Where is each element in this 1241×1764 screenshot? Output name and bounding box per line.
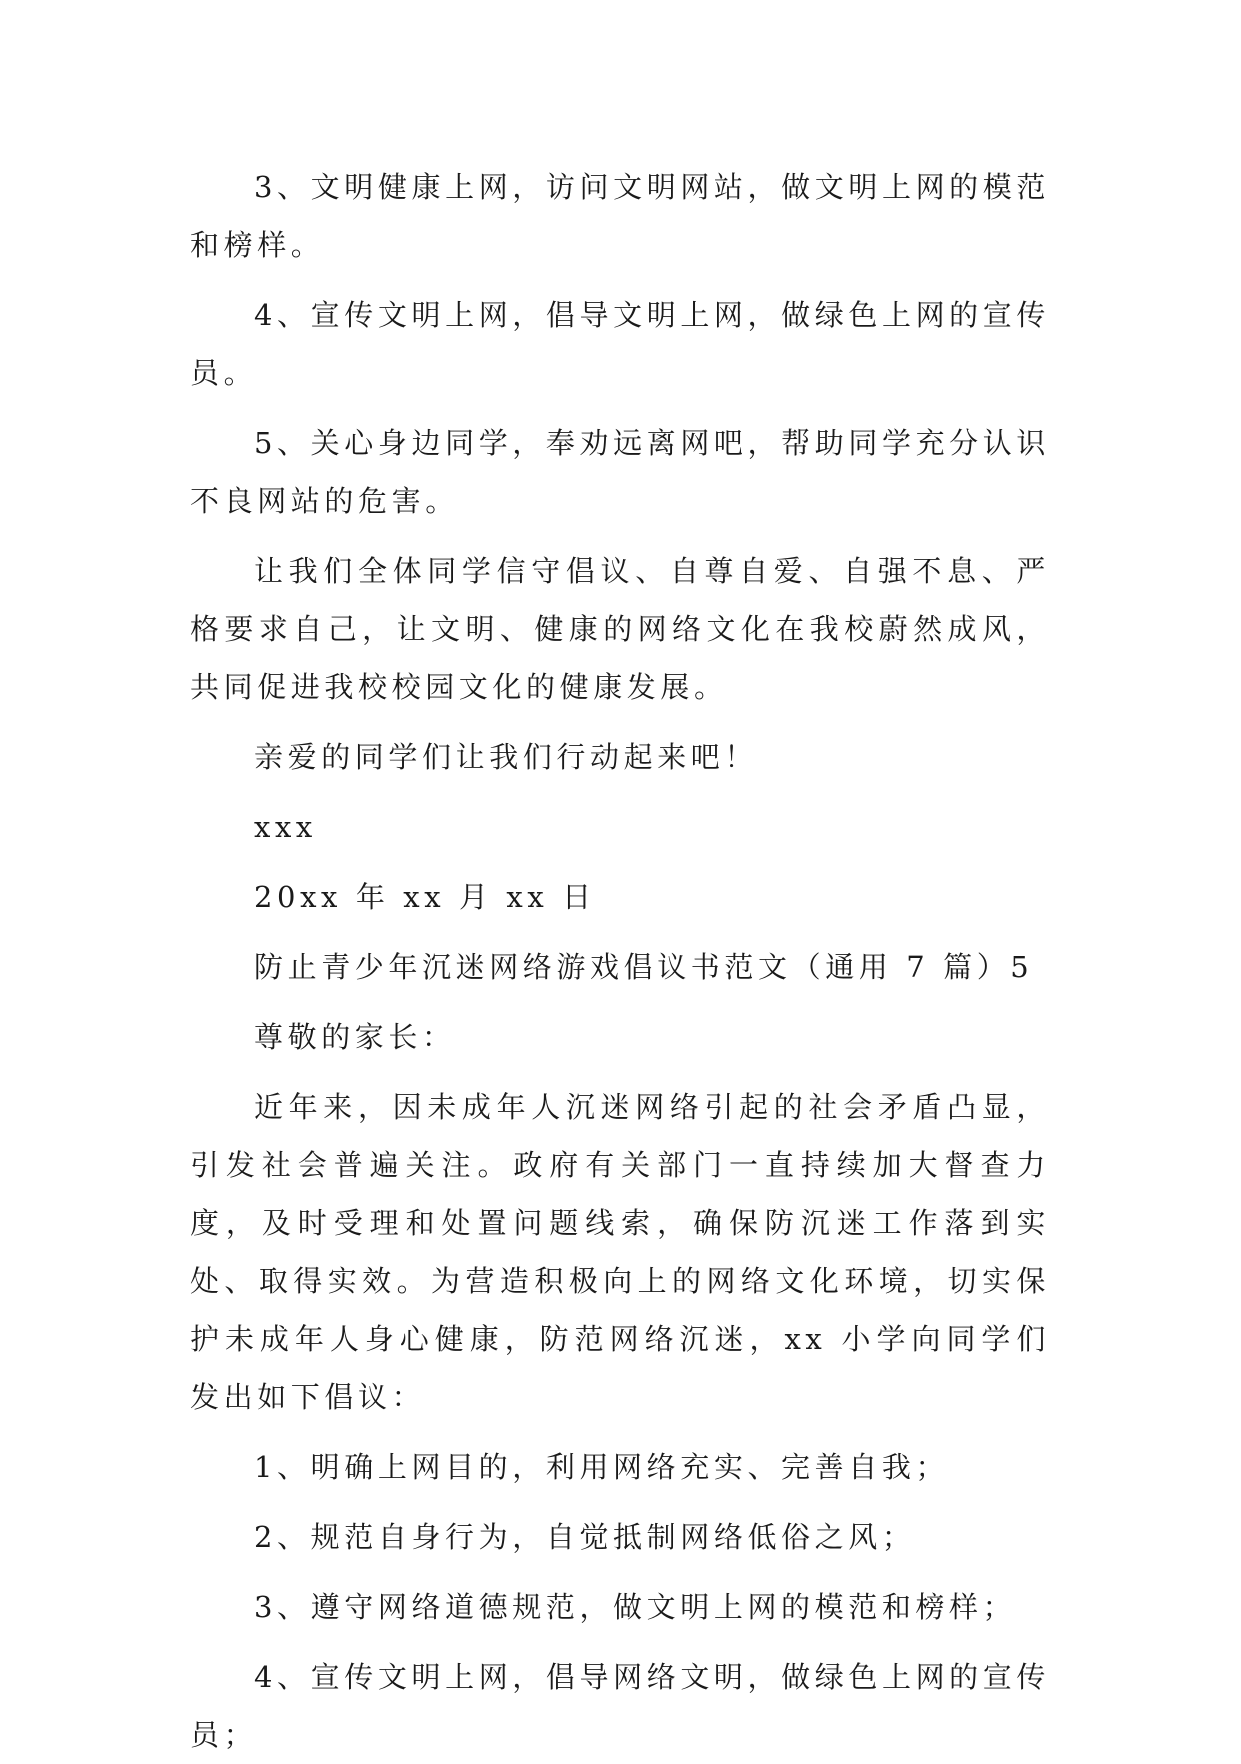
list-item-1: 1、明确上网目的，利用网络充实、完善自我；: [254, 1450, 950, 1484]
signature-name: xxx: [254, 810, 317, 844]
paragraph-item-3: 3、文明健康上网，访问文明网站，做文明上网的模范和榜样。: [190, 170, 1050, 262]
paragraph-item-5: 5、关心身边同学，奉劝远离网吧，帮助同学充分认识不良网站的危害。: [190, 426, 1050, 518]
list-item-2: 2、规范自身行为，自觉抵制网络低俗之风；: [254, 1520, 916, 1554]
paragraph-closing-appeal: 让我们全体同学信守倡议、自尊自爱、自强不息、严格要求自己，让文明、健康的网络文化在我校蔚然成风，共同促进我校校园文化的健康发展。: [190, 554, 1050, 704]
list-item-4: 4、宣传文明上网，倡导网络文明，做绿色上网的宣传员；: [190, 1660, 1050, 1752]
document-body: [190, 158, 1050, 1764]
paragraph-call-to-action: 亲爱的同学们让我们行动起来吧！: [254, 740, 759, 774]
signature-date: 20xx 年 xx 月 xx 日: [254, 880, 596, 914]
paragraph-item-4: 4、宣传文明上网，倡导文明上网，做绿色上网的宣传员。: [190, 298, 1050, 390]
list-item-3: 3、遵守网络道德规范，做文明上网的模范和榜样；: [254, 1590, 1017, 1624]
paragraph-intro: 近年来，因未成年人沉迷网络引起的社会矛盾凸显，引发社会普遍关注。政府有关部门一直持续加大督查力度，及时受理和处置问题线索，确保防沉迷工作落到实处、取得实效。为营造积极向上的网络文化环境，切实保护未成年人身心健康，防范网络沉迷，xx 小学向同学们发出如下倡议：: [190, 1090, 1050, 1414]
section-title: 防止青少年沉迷网络游戏倡议书范文（通用 7 篇）5: [254, 950, 1034, 984]
salutation: 尊敬的家长：: [254, 1020, 456, 1054]
